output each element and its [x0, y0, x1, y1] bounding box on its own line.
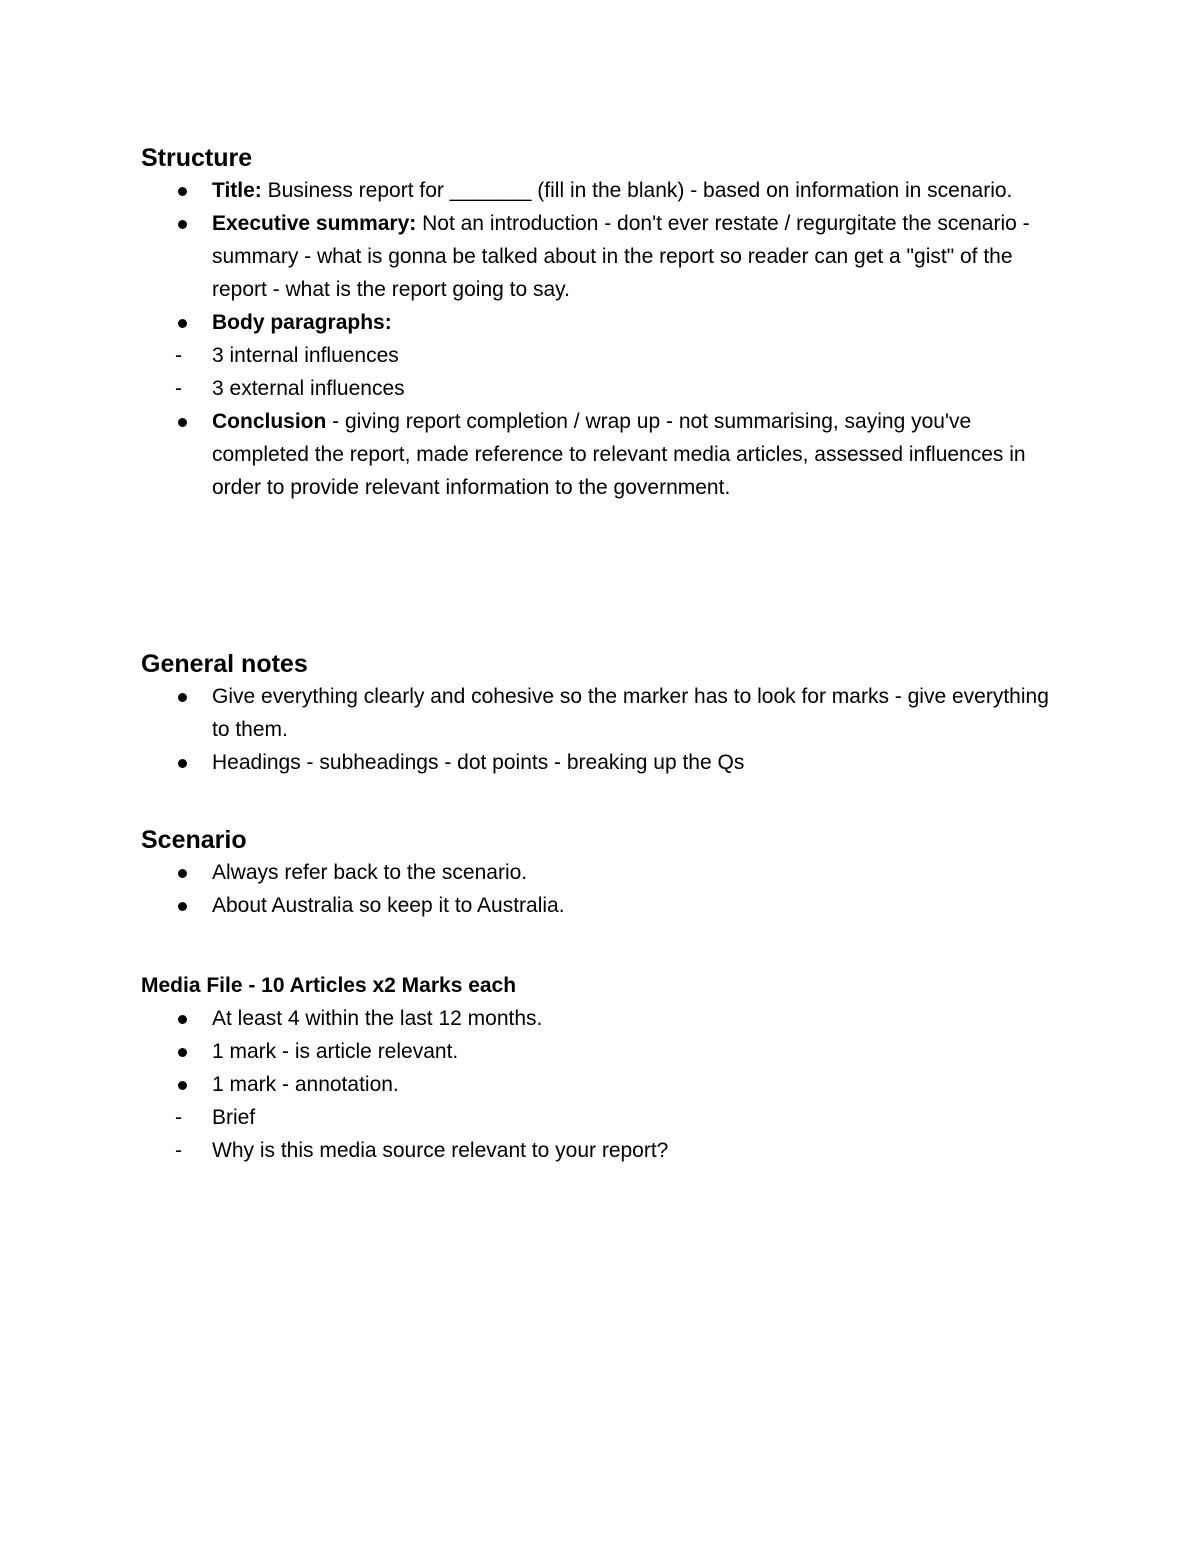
bullet-icon [178, 418, 187, 427]
sub-item-text: Brief [212, 1106, 256, 1129]
list-item-text: Always refer back to the scenario. [212, 861, 528, 884]
body-paragraphs-sublist [141, 339, 1061, 405]
media-file-heading: Media File - 10 Articles x2 Marks each [141, 974, 517, 997]
bullet-icon [178, 902, 187, 911]
sub-item-text: 3 external influences [212, 377, 405, 400]
list-item [141, 1035, 1061, 1068]
dash-icon: - [175, 1139, 182, 1162]
list-item [141, 1068, 1061, 1167]
general-notes-heading: General notes [141, 650, 308, 678]
sub-item-text: 3 internal influences [212, 344, 399, 367]
list-item [141, 306, 1061, 405]
bullet-icon [178, 1015, 187, 1024]
scenario-list [141, 856, 1061, 922]
dash-icon: - [175, 344, 182, 367]
conclusion-label: Conclusion [212, 410, 327, 433]
bullet-icon [178, 319, 187, 328]
structure-list [141, 174, 1061, 504]
dash-icon: - [175, 377, 182, 400]
list-item [141, 207, 1061, 306]
general-notes-list [141, 680, 1061, 779]
list-item-text: At least 4 within the last 12 months. [212, 1007, 543, 1030]
title-text: Business report for _______ (fill in the blank) - based on information in scenario. [261, 179, 1013, 202]
scenario-heading: Scenario [141, 826, 247, 854]
sub-item-text: Why is this media source relevant to your report? [212, 1139, 669, 1162]
list-item [141, 405, 1061, 504]
list-item-text: About Australia so keep it to Australia. [212, 894, 565, 917]
list-item [141, 889, 1061, 922]
media-file-section [141, 970, 1061, 1167]
conclusion-text: - giving report completion / wrap up - not summarising, saying you've completed the report, made reference to relevant media articles, assessed influences in order to provide relevant information to the government. [212, 410, 1026, 499]
body-paragraphs-label: Body paragraphs: [212, 311, 392, 334]
list-item [141, 174, 1061, 207]
dash-icon: - [175, 1106, 182, 1129]
sub-item [141, 1101, 1061, 1134]
structure-heading: Structure [141, 144, 253, 172]
list-item [141, 680, 1061, 746]
executive-summary-text: Not an introduction - don't ever restate / regurgitate the scenario - summary - what is gonna be talked about in the report so reader can get a "gist" of the report - what is the report going to say. [212, 212, 1030, 301]
bullet-icon [178, 693, 187, 702]
bullet-icon [178, 187, 187, 196]
bullet-icon [178, 759, 187, 768]
list-item [141, 856, 1061, 889]
bullet-icon [178, 220, 187, 229]
list-item-text: 1 mark - annotation. [212, 1073, 399, 1096]
list-item-text: 1 mark - is article relevant. [212, 1040, 459, 1063]
scenario-section [141, 824, 1061, 922]
sub-item [141, 339, 1061, 372]
list-item [141, 1002, 1061, 1035]
structure-section [141, 142, 1061, 504]
list-item-text: Give everything clearly and cohesive so the marker has to look for marks - give everything to them. [212, 685, 1049, 741]
bullet-icon [178, 869, 187, 878]
bullet-icon [178, 1081, 187, 1090]
annotation-sublist [141, 1101, 1061, 1167]
list-item-text: Headings - subheadings - dot points - breaking up the Qs [212, 751, 745, 774]
sub-item [141, 372, 1061, 405]
bullet-icon [178, 1048, 187, 1057]
list-item [141, 746, 1061, 779]
general-notes-section [141, 648, 1061, 779]
title-label: Title: [212, 179, 262, 202]
media-file-list [141, 1002, 1061, 1167]
executive-summary-label: Executive summary: [212, 212, 417, 235]
sub-item [141, 1134, 1061, 1167]
